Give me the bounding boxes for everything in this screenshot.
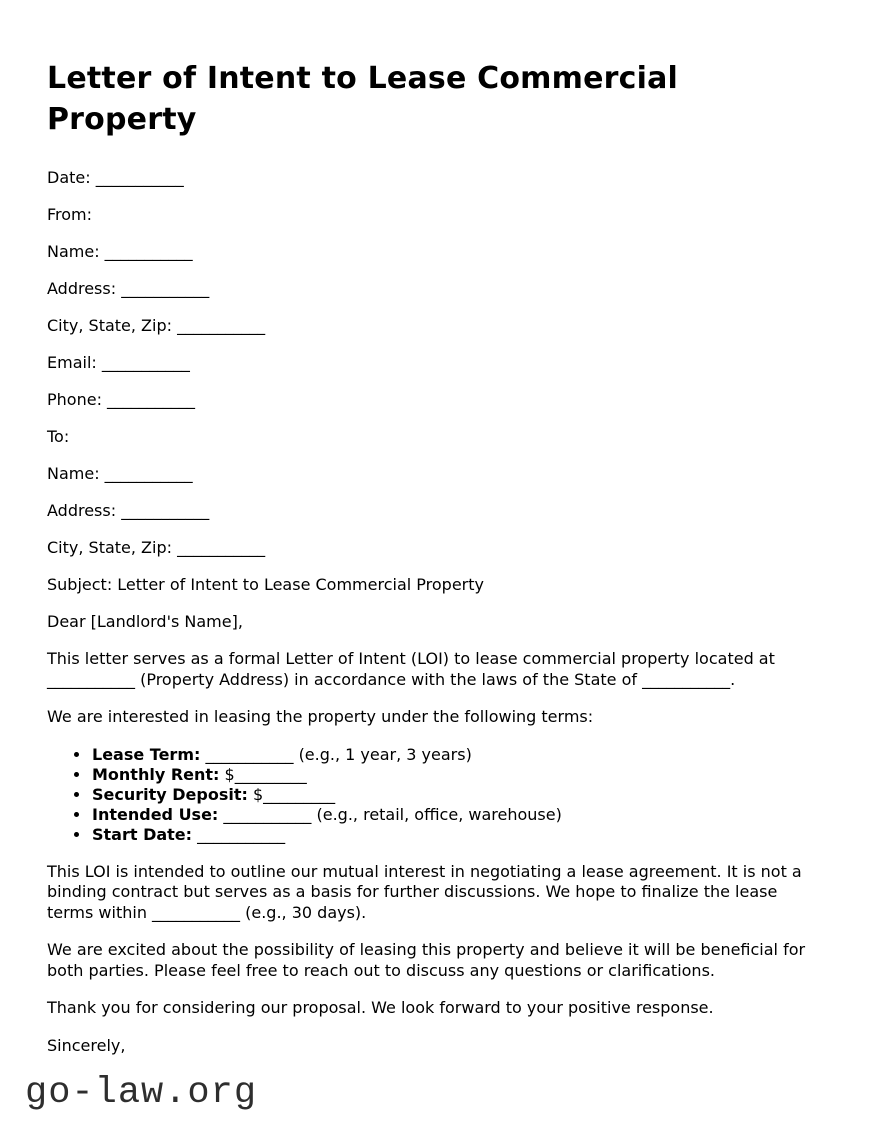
term-value-security-deposit: $_________ (247, 784, 336, 804)
paragraph-thanks: Thank you for considering our proposal. We look forward to your positive response. (47, 998, 714, 1018)
term-item-start-date (91, 825, 821, 845)
term-item-intended-use (91, 805, 821, 825)
lease-terms-list (47, 745, 821, 845)
watermark-logo: go-law.org (25, 1072, 258, 1115)
term-label-monthly-rent: Monthly Rent: (92, 764, 220, 784)
subject-line: Subject: Letter of Intent to Lease Commercial Property (47, 575, 484, 595)
field-line-to-name: Name: ___________ (47, 464, 193, 484)
section-label-to: To: (47, 427, 70, 447)
term-value-start-date: ___________ (192, 824, 286, 844)
term-value-lease-term: ___________ (e.g., 1 year, 3 years) (200, 744, 472, 764)
paragraph-intro: This letter serves as a formal Letter of Intent (LOI) to lease commercial property located at ___________ (Property Address) in accordance with the laws of the State of ___________. (47, 649, 775, 689)
term-value-monthly-rent: $_________ (219, 764, 307, 784)
term-item-security-deposit (91, 785, 821, 805)
term-item-lease-term (91, 745, 821, 765)
field-line-from-phone: Phone: ___________ (47, 390, 196, 410)
term-item-monthly-rent (91, 765, 821, 785)
field-line-from-address: Address: ___________ (47, 279, 210, 299)
term-label-intended-use: Intended Use: (92, 804, 219, 824)
closing-line: Sincerely, (47, 1035, 126, 1055)
salutation-line: Dear [Landlord's Name], (47, 612, 243, 632)
term-label-security-deposit: Security Deposit: (92, 784, 248, 804)
paragraph-loi-note: This LOI is intended to outline our mutual interest in negotiating a lease agreement. It is not a binding contract but serves as a basis for further discussions. We hope to finalize the lease terms within ___________ (e.g., 30 days). (47, 861, 802, 922)
field-line-to-address: Address: ___________ (47, 501, 210, 521)
term-value-intended-use: ___________ (e.g., retail, office, warehouse) (218, 804, 562, 824)
field-line-to-city-state-zip: City, State, Zip: ___________ (47, 538, 266, 558)
field-line-from-city-state-zip: City, State, Zip: ___________ (47, 316, 266, 336)
section-label-from: From: (47, 205, 93, 225)
field-line-date: Date: ___________ (47, 168, 184, 188)
field-line-from-email: Email: ___________ (47, 353, 190, 373)
term-label-start-date: Start Date: (92, 824, 193, 844)
field-line-from-name: Name: ___________ (47, 242, 193, 262)
paragraph-terms-intro: We are interested in leasing the property under the following terms: (47, 707, 594, 727)
term-label-lease-term: Lease Term: (92, 744, 201, 764)
document-title: Letter of Intent to Lease Commercial Property (47, 61, 679, 138)
paragraph-excitement: We are excited about the possibility of leasing this property and believe it will be beneficial for both parties. Please feel free to reach out to discuss any questions or clarifications. (47, 940, 806, 980)
